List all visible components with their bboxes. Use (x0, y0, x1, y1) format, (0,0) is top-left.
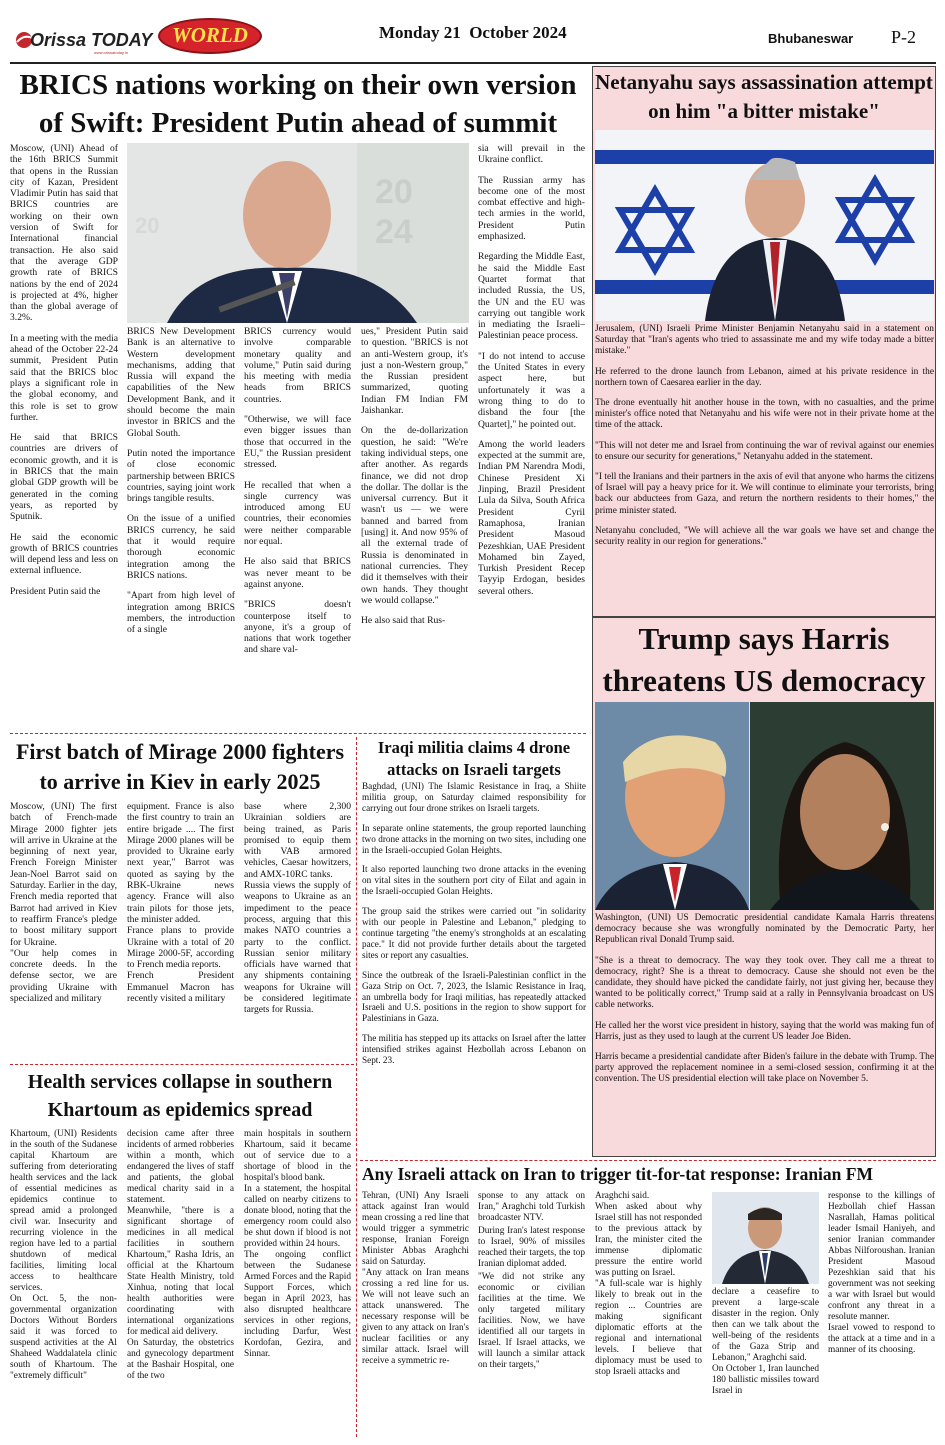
brics-paragraph: Putin noted the importance of close economic partnership between BRICS countries, saying joint work brings tangible results. (127, 447, 235, 505)
mirage-column-2 (127, 801, 234, 1061)
health-paragraph: decision came after three incidents of armed robberies within a month, which endangered the lives of staff and patients, the global medical charity said in a statement. (127, 1129, 234, 1205)
center-column-divider (356, 737, 357, 1437)
brics-paragraph: "Apart from high level of integration among BRICS members, the introduction of a single (127, 590, 235, 636)
mirage-column-3 (244, 801, 351, 1061)
health-paragraph: Khartoum, (UNI) Residents in the south of the Sudanese capital Khartoum are suffering from deteriorating health services and the lack of essential medicines as epidemics continue to spread amid a prolonged civil war. Insecurity and recurring violence in the region have led to a partial shutdown of medical facilities, limiting local access to healthcare services. (10, 1129, 117, 1293)
iran-paragraph: "We did not strike any economic or civilian facilities at the time. We only targeted military facilities. Now, we have identified all our targets in Israel. If Israel attacks, we will launch a similar attack on their targets," (478, 1272, 585, 1370)
iraqi-paragraph: Baghdad, (UNI) The Islamic Resistance in Iraq, a Shiite militia group, on Saturday claimed responsibility for carrying out four drone strikes on Israeli targets. (362, 781, 586, 813)
iran-paragraph: response to the killings of Hezbollah chief Hassan Nasrallah, Hamas political leader Ismail Haniyeh, and senior Iranian commander Abbas Nilforoushan. Iranian President Masoud Pezeshkian said that his government was not seeking a war with Israel but would confront any threat in a resolute manner. (828, 1191, 935, 1322)
health-column-3 (244, 1129, 351, 1434)
logo (14, 28, 153, 58)
trump-paragraph: Harris became a presidential candidate after Biden's failure in the debate with Trump. The party approved the replacement nominee in a semi-closed session, confirming it at the convention. The US presidential election will take place on November 5. (595, 1052, 934, 1085)
brics-paragraph: ues," President Putin said to question. "BRICS is not an anti-Western group, it's just a non-Western group," the Russian president summarized, quoting Indian FM Indian FM Jaishankar. (361, 326, 468, 417)
netanyahu-paragraph: "This will not deter me and Israel from continuing the war of revival against our enemies to ensure our security for generations," Netanyahu added in the statement. (595, 440, 934, 462)
health-paragraph: main hospitals in southern Khartoum, said it became out of service due to a shortage of blood in the hospital's blood bank. (244, 1129, 351, 1183)
iraqi-headline: Iraqi militia claims 4 drone attacks on Israeli targets (377, 738, 571, 779)
mirage-paragraph: Moscow, (UNI) The first batch of French-made Mirage 2000 fighter jets will arrive in Ukraine at the beginning of next year, French Foreign Minister Jean-Noel Barrot said on Saturday. Earlier in the day, French media reported that Barrot had arrived in Kiev to reaffirm France's pledge to boost military support for Ukraine. (10, 801, 117, 948)
mirage-column-1 (10, 801, 117, 1061)
brics-headline: BRICS nations working on their own version of Swift: President Putin ahead of summit (19, 69, 577, 139)
netanyahu-paragraph: Jerusalem, (UNI) Israeli Prime Minister Benjamin Netanyahu said in a statement on Saturday that "Iran's agents who tried to assassinate me and my wife today made a bitter mistake." (595, 324, 934, 357)
brics-paragraph: President Putin said the (10, 585, 101, 597)
iran-paragraph: Tehran, (UNI) Any Israeli attack against Iran would mean crossing a red line that would trigger a symmetric response, Iranian Foreign Minister Abbas Araghchi said on Saturday. (362, 1191, 469, 1267)
brics-paragraph: He recalled that when a single currency was introduced among EU countries, their economies were neither comparable nor equal. (244, 479, 351, 548)
brics-paragraph: On the issue of a unified BRICS currency, he said that it would require thorough economic integration among the BRICS nations. (127, 513, 235, 581)
brics-paragraph: "BRICS doesn't counterpose itself to anyone, it's a group of nations that work together and share val- (244, 599, 351, 656)
brics-paragraph: Moscow, (UNI) Ahead of the 16th BRICS Summit that opens in the Russian city of Kazan, President Vladimir Putin has said that BRICS countries are working on their own version of Swift for International financial transaction. He also said that the average GDP growth rate of BRICS nations by the end of 2024 is projected at 4%, higher than the global average of 3.2%. (10, 143, 118, 324)
brics-paragraph: "Otherwise, we will face even bigger issues than those that occurred in the EU," the Russian president stressed. (244, 414, 351, 471)
netanyahu-headline: Netanyahu says assassination attempt on him "a bitter mistake" (595, 70, 933, 123)
health-paragraph: Meanwhile, "there is a significant shortage of medicines in all medical facilities in southern Khartoum," Rasha Idris, an official at the Khartoum State Health Ministry, told Xinhua, noting that local health authorities were coordinating with international organizations for medical aid delivery. (127, 1206, 234, 1337)
iran-paragraph: declare a ceasefire to prevent a large-scale disaster in the region. Only then can we talk about the well-being of the residents of the Gaza Strip and Lebanon," Araghchi said. (712, 1287, 819, 1363)
masthead (0, 0, 945, 62)
health-column-2 (127, 1129, 234, 1434)
issue-date: Monday 21 October 2024 (379, 23, 567, 42)
netanyahu-body (595, 324, 934, 614)
iran-column-3 (595, 1191, 702, 1436)
iran-column-2 (478, 1191, 585, 1436)
iran-column-4 (712, 1287, 819, 1436)
brics-paragraph: BRICS New Development Bank is an alternative to Western development mechanisms, adding that Russia will expand the capabilities of the New Development Bank, and it should become the main investor in BRICS and the Global South. (127, 326, 235, 439)
health-column-1 (10, 1129, 117, 1434)
brics-paragraph: On the de-dollarization question, he said: "We're taking individual steps, one after another. As regards finance, we did not drop the dollar. The dollar is the universal currency. But it wasn't us — we were banned and barred from [using] it. And now 95% of all the external trade of Russia is denominated in national currencies. They did it themselves with their own hands. They thought we would collapse." (361, 425, 468, 606)
svg-text:20: 20 (135, 213, 160, 238)
iraqi-paragraph: It also reported launching two drone attacks in the evening on vital sites in the southern port city of Eilat and again in the Israeli-occupied Golan Heights. (362, 864, 586, 897)
iran-paragraph: On October 1, Iran launched 180 ballistic missiles toward Israel in (712, 1364, 819, 1396)
masthead-rule (10, 62, 936, 64)
health-paragraph: On Saturday, the obstetrics and gynecology department at the Bashair Hospital, one of the two (127, 1338, 234, 1381)
trump-paragraph: He called her the worst vice president in history, saying that the world was making fun of Harris, just as they used to laugh at the current US leader Joe Biden. (595, 1020, 934, 1042)
iran-paragraph: During Iran's latest response to Israel, 90% of missiles reached their targets, the top Iranian diplomat added. (478, 1226, 585, 1269)
brics-column-2 (127, 326, 235, 729)
mirage-paragraph: French President Emmanuel Macron has recently visited a military (127, 970, 234, 1005)
brics-bottom-divider (10, 733, 586, 734)
netanyahu-photo (595, 130, 934, 321)
brics-paragraph: He said that BRICS countries are drivers of economic growth, and it is in BRICS that the main global GDP growth will be generated in the coming years, as reported by Sputnik. (10, 432, 118, 523)
trump-photo (595, 702, 749, 910)
brics-paragraph: "I do not intend to accuse the United States in every aspect here, but unfortunately it was a wrong thing to do to disband the four [the Quartet]," he pointed out. (478, 350, 585, 430)
logo-url: www.orissatoday.in (94, 50, 128, 55)
mirage-paragraph: equipment. France is also the first country to train an entire brigade .... The first Mirage 2000 planes will be provided to Ukraine early next year," Barrot was quoted as saying by the RBK-Ukraine news agency. France will also train pilots for those jets, the minister added. (127, 801, 234, 925)
mirage-paragraph: "Our help comes in concrete deeds. In the defense sector, we are providing Ukraine with specialized and military (10, 947, 117, 1005)
iran-column-1 (362, 1191, 469, 1436)
brics-column-4 (361, 326, 468, 729)
city-label: Bhubaneswar (768, 31, 854, 46)
netanyahu-paragraph: The drone eventually hit another house in the town, with no casualties, and the prime minister's office noted that Netanyahu and his wife were not in their private home at the time of the attack. (595, 398, 934, 431)
iraqi-body (362, 781, 586, 1157)
brics-paragraph: BRICS currency would involve comparable monetary quality and volume," Putin said during his meeting with media heads from BRICS countries. (244, 326, 351, 405)
iran-paragraph: Araghchi said. (595, 1191, 650, 1201)
logo-text: Orissa TODAY (30, 30, 153, 50)
netanyahu-paragraph: Netanyahu concluded, "We will achieve all the war goals we have set and change the security reality in our region for generations." (595, 525, 934, 548)
brics-column-1 (10, 143, 118, 729)
iran-paragraph: "A full-scale war is highly likely to break out in the region ... Countries are making significant diplomatic efforts at the regional and international levels. I believe that diplomacy must be used to stop Israeli attacks and (595, 1279, 702, 1377)
netanyahu-paragraph: He referred to the drone launch from Lebanon, aimed at his private residence in the northern town of Caesarea earlier in the day. (595, 366, 934, 388)
svg-text:20: 20 (375, 173, 413, 211)
brics-paragraph: He said the economic growth of BRICS countries will depend less and less on external influence. (10, 531, 118, 577)
harris-photo (750, 702, 934, 910)
health-paragraph: On Oct. 5, the non-governmental organization Doctors Without Borders said it was forced to suspend activities at the Al Shaheed Waddalatela clinic south of Khartoum. The "extremely difficult" (10, 1294, 117, 1381)
brics-paragraph: sia will prevail in the Ukraine conflict. (478, 143, 585, 166)
mirage-bottom-divider (10, 1064, 354, 1065)
health-paragraph: The ongoing conflict between the Sudanese Armed Forces and the Rapid Support Forces, which began in April 2023, has also disrupted healthcare services in other regions, including Darfur, West Kordofan, Gezira, and Sinnar. (244, 1250, 351, 1359)
iran-paragraph: Israel vowed to respond to the attack at a time and in a manner of its choosing. (828, 1323, 935, 1355)
trump-paragraph: Washington, (UNI) US Democratic presidential candidate Kamala Harris threatens democracy because she was wrongfully nominated by the Democratic Party, her Republican rival Donald Trump said. (595, 913, 934, 946)
brics-paragraph: In a meeting with the media ahead of the October 22-24 summit, President Putin said that the BRICS bloc plays a significant role in the global economy, and this role is set to grow further. (10, 332, 118, 423)
trump-body (595, 913, 934, 1155)
health-paragraph: In a statement, the hospital called on nearby citizens to donate blood, noting that the emergency room could also be shut down if blood is not provided within 24 hours. (244, 1184, 351, 1249)
iran-paragraph: When asked about why Israel still has not responded to the previous attack by Iran, the minister cited the immense diplomatic pressure the entire world was putting on Israel. (595, 1202, 702, 1278)
section-label: WORLD (172, 23, 248, 47)
iraqi-paragraph: The militia has stepped up its attacks on Israel after the latter intensified strikes against Hezbollah across Lebanon on Sept. 23. (362, 1033, 586, 1066)
mirage-headline: First batch of Mirage 2000 fighters to arrive in Kiev in early 2025 (15, 739, 345, 794)
page-number: P-2 (891, 27, 917, 47)
brics-paragraph: The Russian army has become one of the most combat effective and high-tech armies in the world, President Putin emphasized. (478, 174, 585, 243)
iraqi-paragraph: The group said the strikes were carried out "in solidarity with our people in Palestine and Lebanon," pledging to continue targeting "the enemy's strongholds at an escalating pace." It did not provide further details about the targeted sites or report any casualties. (362, 906, 586, 960)
iran-column-5 (828, 1191, 935, 1436)
trump-headline: Trump says Harris threatens US democracy (602, 621, 926, 698)
netanyahu-paragraph: "I tell the Iranians and their partners in the axis of evil that anyone who harms the citizens of Israel will pay a heavy price for it. We will continue to eliminate your terrorists, bring back our abductees from Gaza, and return the northern residents to their homes," the prime minister stated. (595, 472, 934, 516)
trump-paragraph: "She is a threat to democracy. The way they took over. They call me a threat to democracy, right? She is a threat to democracy. Cause she should not even be the candidate, they should have picked the candidate fairly, not just giving her, because they wanted to be politically correct," Trump said at a rally in Pennsylvania broadcast on US cable networks. (595, 955, 934, 1011)
brics-paragraph: He also said that BRICS was never meant to be against anyone. (244, 556, 351, 590)
brics-paragraph: Regarding the Middle East, he said the Middle East Quartet format that included Russia, the US, the UN and the EU was carrying out tangible work in mediating the Israeli–Palestinian peace process. (478, 251, 585, 342)
health-headline: Health services collapse in southern Khartoum as epidemics spread (27, 1071, 333, 1121)
iran-paragraph: sponse to any attack on Iran," Araghchi told Turkish broadcaster NTV. (478, 1191, 585, 1223)
putin-photo (127, 143, 469, 323)
brics-column-5 (478, 143, 585, 729)
iran-paragraph: "Any attack on Iran means crossing a red line for us. We will not leave such an attack unanswered. The necessary response will be given to any attack on Iran's nuclear facilities or any similar attack. Israel will receive a symmetric re- (362, 1268, 469, 1366)
brics-paragraph: He also said that Rus- (361, 615, 446, 627)
brics-paragraph: Among the world leaders expected at the summit are, Indian PM Narendra Modi, Chinese President Xi Jinping, Brazil President Lula da Silva, South Africa President Cyril Ramaphosa, Iranian President Masoud Pezeshkian, UAE President Mohamed bin Zayed, Turkish President Recep Tayyip Erdogan, besides several others. (478, 438, 585, 597)
iraqi-paragraph: In separate online statements, the group reported launching two drone attacks in the morning on two sites, including one in the Israeli-occupied Golan Heights. (362, 822, 586, 855)
mirage-paragraph: base where 2,300 Ukrainian soldiers are being trained, as Paris promised to equip them with VAB armored vehicles, Caesar howitzers, and AMX-10RC tanks. (244, 801, 351, 880)
araghchi-photo (712, 1192, 819, 1284)
iran-headline: Any Israeli attack on Iran to trigger tit-for-tat response: Iranian FM (362, 1164, 873, 1184)
iraqi-paragraph: Since the outbreak of the Israeli-Palestinian conflict in the Gaza Strip on Oct. 7, 2023, the Islamic Resistance in Iraq, an umbrella body for Iraqi militias, has repeatedly attacked Israeli and U.S. positions in the region to show support for Palestinians in Gaza. (362, 969, 586, 1024)
mirage-paragraph: France plans to provide Ukraine with a total of 20 Mirage 2000-5F, according to French media reports. (127, 925, 234, 971)
svg-text:24: 24 (375, 213, 413, 251)
iran-top-divider (360, 1160, 936, 1161)
brics-column-3 (244, 326, 351, 729)
mirage-paragraph: Russia views the supply of weapons to Ukraine as an impediment to the peace process, arguing that this makes NATO countries a party to the conflict. Russian senior military officials have warned that any shipments containing weapons for Ukraine will be considered legitimate targets for Russia. (244, 880, 351, 1016)
